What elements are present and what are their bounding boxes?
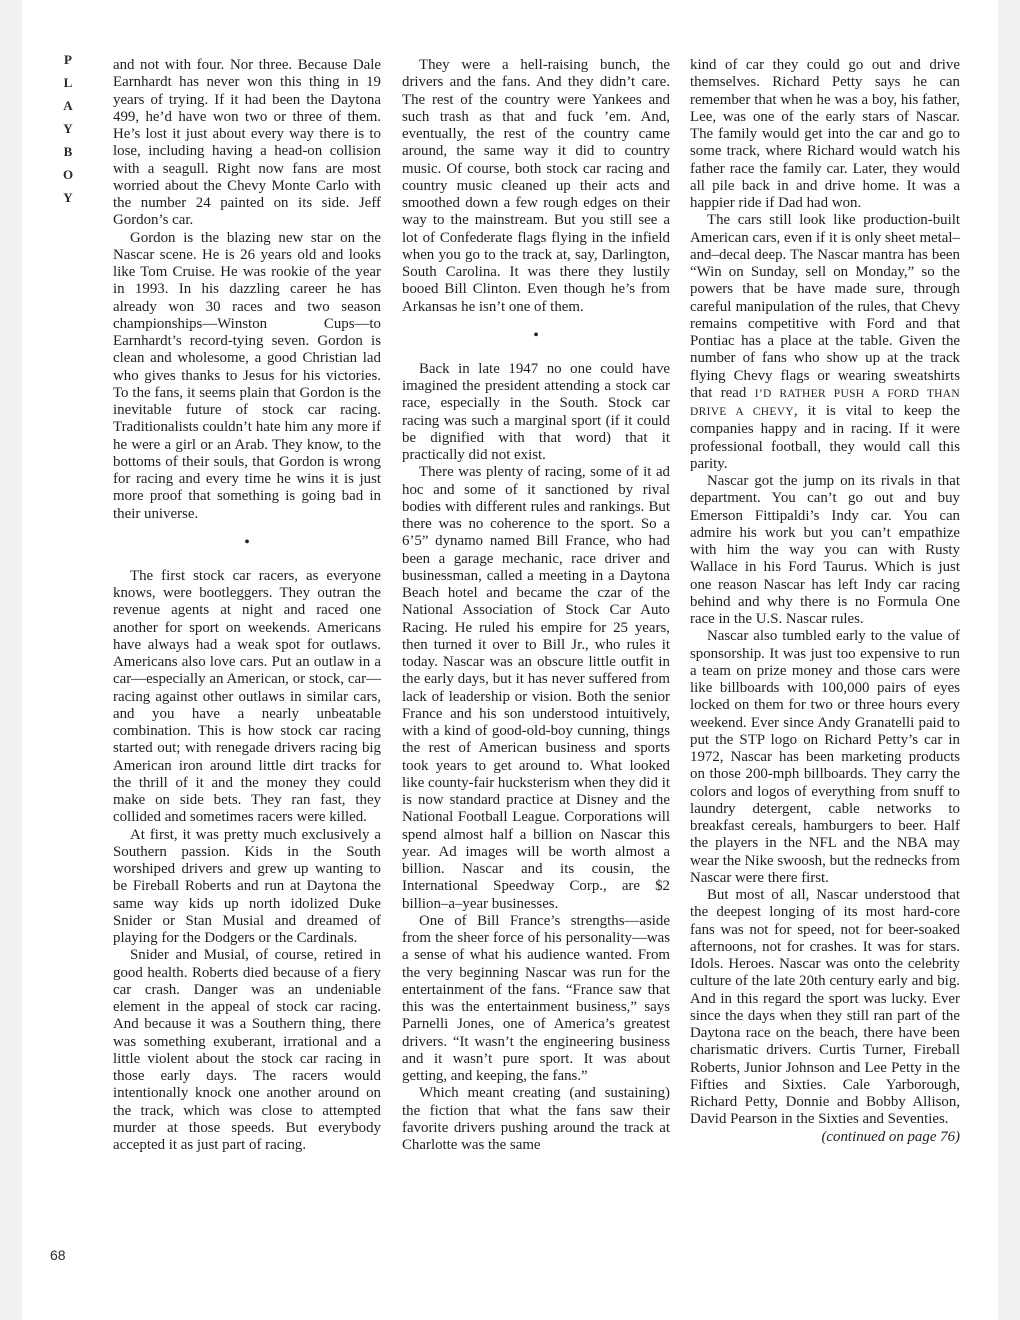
running-head-letter: L [63,75,73,90]
paragraph: kind of car they could go out and drive themselves. Richard Petty says he can remember that when he was a boy, his father, Lee, was one of the early stars of Nascar. The family would get into the car and go to some track, where Richard would watch his father race the family car. Later, they would all pile back in and drive home. It was a happier ride if Dad had won. [690,57,960,211]
sweatshirt-slogan: I’D RATHER PUSH A FORD THAN DRIVE A CHEVY [690,387,960,418]
paragraph: Nascar got the jump on its rivals in that department. You can’t go out and buy Emerson Fittipaldi’s Indy car. You can admire his work but you can’t empathize with him the way you can with Rusty Wallace in his Ford Taurus. Which is just one reason Nascar has left Indy car racing behind and why there is no Formula One race in the U.S. Nascar rules. [690,473,960,627]
running-head [58,48,78,209]
paragraph-text: , it is vital to keep the companies happy and in racing. If it were professional football, they would call this parity. [690,403,960,472]
paragraph: Gordon is the blazing new star on the Nascar scene. He is 26 years old and looks like Tom Cruise. He was rookie of the year in 1993. In his dazzling career he has already won 30 races and two season championships—Winston Cups—to Earnhardt’s record-tying seven. Gordon is clean and wholesome, a good Christian lad who gives thanks to Jesus for his victories. To the fans, it seems plain that Gordon is the inevitable future of stock car racing. Traditionalists couldn’t hate him any more if he were a girl or an Arab. They know, to the bottoms of their souls, that Gordon is wrong for racing and every time he wins it is just more proof that something is going bad in their universe. [113,229,381,522]
running-head-letter: A [63,98,73,113]
paragraph: But most of all, Nascar understood that the deepest longing of its most hard-core fans was not for speed, not for beer-soaked afternoons, not for crashes. It was for stars. Idols. Heroes. Nascar was onto the celebrity culture of the late 20th century early and big. And in this regard the sport was lucky. Ever since the days when they still ran part of the Daytona race on the beach, there have been charismatic drivers. Curtis Turner, Fireball Roberts, Junior Johnson and Lee Petty in the Fifties and Sixties. Cale Yarborough, Richard Petty, Donnie and Bobby Allison, David Pearson in the Sixties and Seventies. [690,887,960,1128]
paragraph: Nascar also tumbled early to the value of sponsorship. It was just too expensive to run a team on prize money and those cars were like billboards with 100,000 pairs of eyes locked on them for two or three hours every weekend. Ever since Andy Granatelli paid to put the STP logo on Richard Petty’s car in 1972, Nascar has been marketing products on those 200-mph billboards. They carry the colors and logos of everything from snuff to laundry detergent, cable networks to breakfast cereals, hamburgers to beer. Half the players in the NFL and the NBA may wear the Nike swoosh, but the rednecks from Nascar were there first. [690,628,960,886]
text-column-1 [113,57,381,1154]
paragraph: Which meant creating (and sustaining) the fiction that what the fans saw their favorite drivers pushing around the track at Charlotte was the same [402,1085,670,1153]
paragraph: One of Bill France’s strengths—aside from the sheer force of his personality—was a sense of what his audience wanted. From the very beginning Nascar was run for the entertainment of the fans. “France saw that this was the entertainment business,” says Parnelli Jones, one of America’s greatest drivers. “It wasn’t the engineering business and it wasn’t pure sport. It was about getting, and keeping, the fans.” [402,912,670,1084]
running-head-letter: Y [63,190,73,205]
section-break-bullet: • [533,326,539,344]
running-head-letter: O [62,167,74,182]
paragraph: The first stock car racers, as everyone knows, were bootleggers. They outran the revenue agents at night and raced one another for sport on weekends. Americans have always had a weak spot for outlaws. Americans also love cars. Put an outlaw in a car—especially an American, or stock, car—racing against other outlaws in similar cars, and you have a nearly unbeatable combination. This is how stock car racing started out; with renegade drivers racing big American iron around little dirt tracks for the thrill of it and the money they could make on side bets. They ran fast, they collided and sometimes racers were killed. [113,567,381,826]
paragraph: Back in late 1947 no one could have imagined the president attending a stock car race, especially in the South. Stock car racing was such a marginal sport (if it could be dignified with that word) that it practically did not exist. [402,360,670,463]
running-head-letter: B [63,144,73,159]
magazine-page [22,0,998,1320]
text-column-2 [402,57,670,1154]
running-head-letter: Y [63,121,73,136]
paragraph-text: The cars still look like production-built American cars, even if it is only sheet metal–and–decal deep. The Nascar mantra has been “Win on Sunday, sell on Monday,” so the powers that be have made sure, through careful manipulation of the rules, that Chevy remains competitive with Ford and that Pontiac has a place at the table. Given the number of fans who show up at the track flying Chevy flags or wearing sweatshirts that read [690,212,960,401]
paragraph: They were a hell-raising bunch, the drivers and the fans. And they didn’t care. The rest of the country were Yankees and such trash as that and fuck ’em. And, eventually, the rest of the country came around, the same way it did to country music. Of course, both stock car racing and country music cleaned up their acts and smoothed down a few rough edges on their way to the mainstream. But you still see a lot of Confederate flags flying in the infield when you go to the track at, say, Darlington, South Carolina. It was there they lustily booed Bill Clinton. Even though he’s from Arkansas he isn’t one of them. [402,57,670,315]
paragraph: At first, it was pretty much exclusively a Southern passion. Kids in the South worshiped drivers and grew up wanting to be Fireball Roberts and run at Daytona the same way kids up north idolized Duke Snider or Stan Musial and dreamed of playing for the Dodgers or the Cardinals. [113,826,381,946]
paragraph: and not with four. Nor three. Because Dale Earnhardt has never won this thing in 19 years of trying. If it had been the Daytona 499, he’d have won two or three of them. He’s lost it just about every way there is to lose, including having a head-on collision with a seagull. Right now fans are most worried about the Chevy Monte Carlo with the number 24 painted on its side. Jeff Gordon’s car. [113,57,381,229]
text-column-3 [690,57,960,1146]
continued-note: (continued on page 76) [821,1128,960,1145]
section-break-bullet: • [244,533,250,551]
running-head-letter: P [64,52,72,67]
paragraph: Snider and Musial, of course, retired in good health. Roberts died because of a fiery car crash. Danger was an undeniable element in the appeal of stock car racing. And because it was a Southern thing, there was something exuberant, irrational and a little violent about the stock car racing in those early days. The racers would intentionally knock one another around on the track, which was close to attempted murder at those speeds. But everybody accepted it as just part of racing. [113,947,381,1153]
paragraph [690,212,960,473]
page-number: 68 [50,1247,66,1263]
paragraph: There was plenty of racing, some of it ad hoc and some of it sanctioned by rival bodies with different rules and rankings. But there was no coherence to the sport. So a 6’5” dynamo named Bill France, who had been a garage mechanic, race driver and businessman, called a meeting in a Daytona Beach hotel and became the czar of the National Association of Stock Car Auto Racing. He ruled his empire for 25 years, then turned it over to Bill Jr., who rules it today. Nascar was an obscure little outfit in the early days, but it has never suffered from lack of leadership or vision. Both the senior France and his son understood intuitively, with a kind of good-old-boy cunning, things the rest of American business and sports took years to get around to. What looked like county-fair hucksterism when they did it is now standard practice at Disney and the National Football League. Corporations will spend almost half a billion on Nascar this year. Ad images will be worth almost a billion. Nascar and its cousin, the International Speedway Corp., are $2 billion–a–year businesses. [402,464,670,912]
